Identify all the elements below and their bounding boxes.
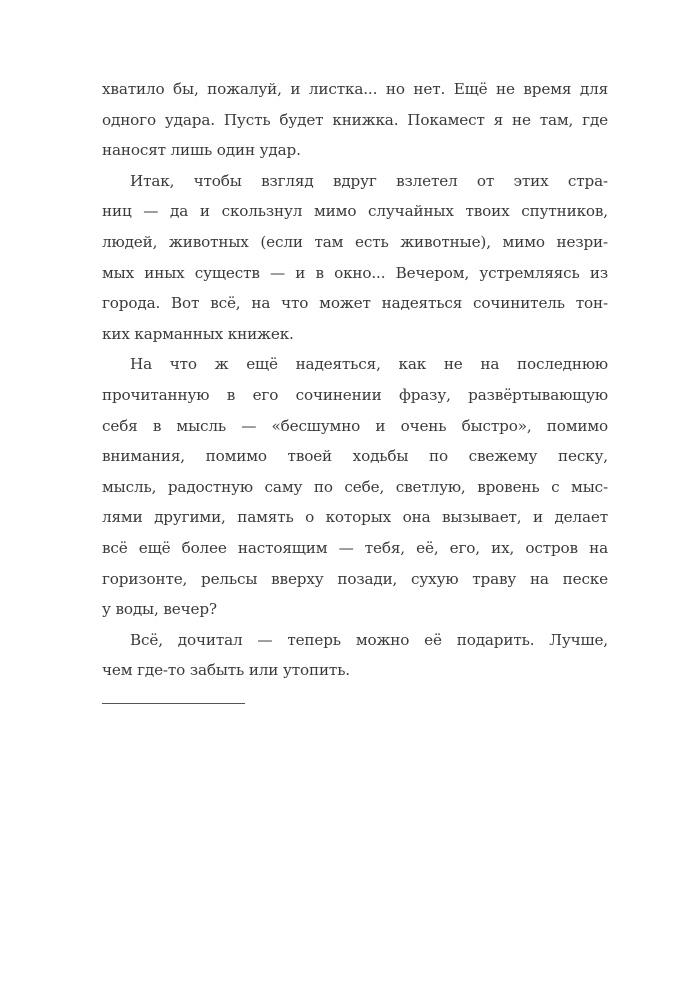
text-line: На что ж ещё надеяться, как не на последнюю	[130, 355, 608, 374]
text-line: хватило бы, пожалуй, и листка... но нет. Ещё не время для	[102, 80, 608, 98]
text-line: чем где-то забыть или утопить.	[102, 661, 350, 680]
text-line: Всё, дочитал — теперь можно её подарить. Лучше,	[130, 630, 608, 649]
text-line: прочитанную в его сочинении фразу, развёртывающую	[102, 385, 608, 404]
text-line: мысль, радостную саму по себе, светлую, вровень с мыс-	[102, 477, 608, 496]
text-line: лями другими, память о которых она вызывает, и делает	[102, 508, 608, 527]
body-text	[102, 74, 608, 686]
text-line: людей, животных (если там есть животные), мимо незри-	[102, 232, 608, 251]
text-line: ких карманных книжек.	[102, 324, 294, 343]
text-line: ниц — да и скользнул мимо случайных твоих спутников,	[102, 202, 608, 221]
text-line: города. Вот всё, на что может надеяться сочинитель тон-	[102, 294, 608, 313]
text-line: себя в мысль — «бесшумно и очень быстро», помимо	[102, 416, 608, 435]
text-line: горизонте, рельсы вверху позади, сухую траву на песке	[102, 569, 608, 588]
text-line: одного удара. Пусть будет книжка. Покамест я не там, где	[102, 110, 608, 129]
text-line: у воды, вечер?	[102, 600, 217, 619]
text-line: наносят лишь один удар.	[102, 141, 301, 160]
text-line: внимания, помимо твоей ходьбы по свежему песку,	[102, 447, 608, 466]
footnote-divider	[102, 703, 245, 704]
text-line: всё ещё более настоящим — тебя, её, его, их, остров на	[102, 538, 608, 557]
text-line: мых иных существ — и в окно... Вечером, устремляясь из	[102, 263, 608, 282]
text-line: Итак, чтобы взгляд вдруг взлетел от этих стра-	[130, 171, 608, 190]
